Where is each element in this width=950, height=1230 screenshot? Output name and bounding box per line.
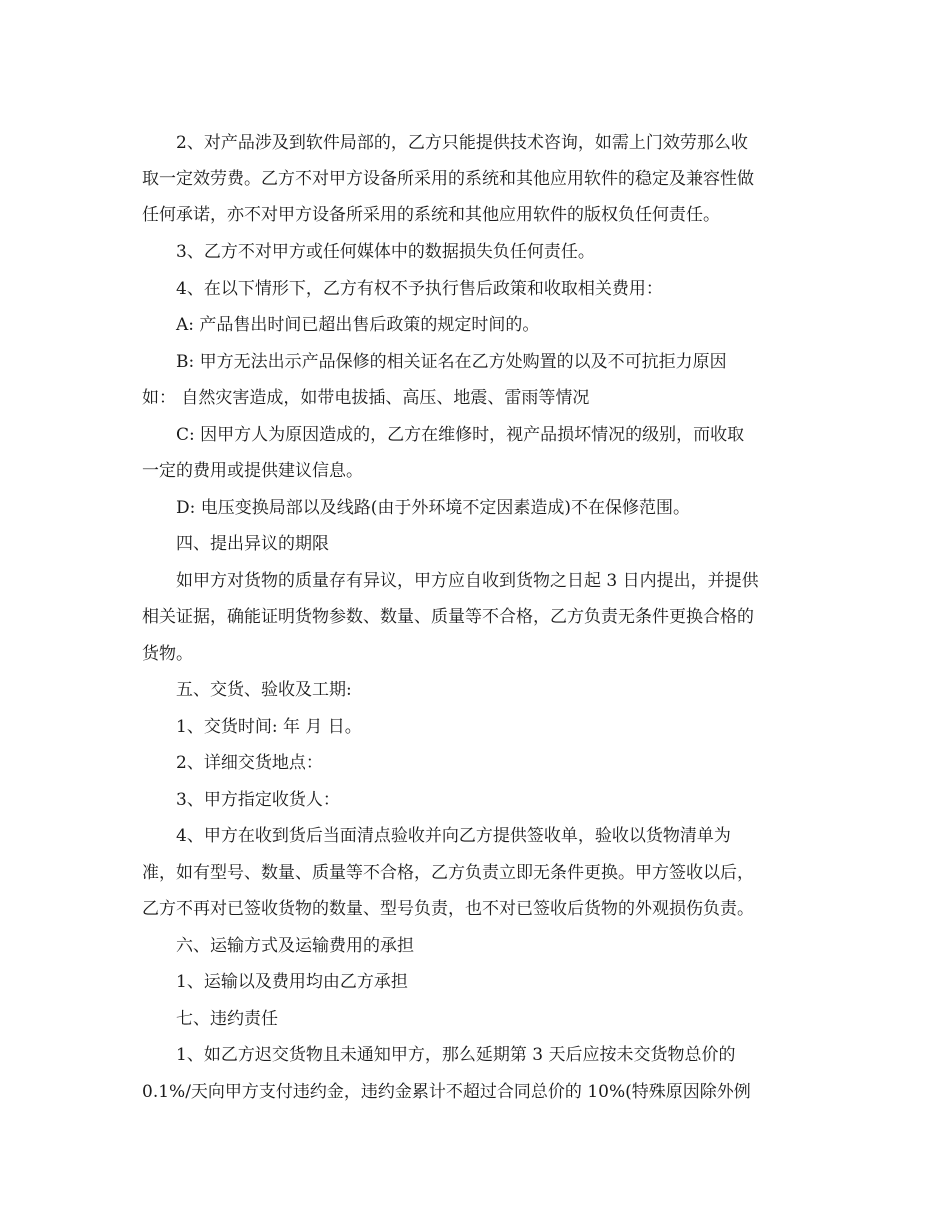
paragraph-line: 4、甲方在收到货后当面清点验收并向乙方提供签收单，验收以货物清单为 [176,826,731,846]
paragraph-line: 3、甲方指定收货人： [176,790,340,810]
section-heading: 四、提出异议的期限 [176,534,329,554]
paragraph-line: 任何承诺，亦不对甲方设备所采用的系统和其他应用软件的版权负任何责任。 [142,205,720,225]
paragraph-line: 货物。 [142,644,193,664]
paragraph-line: B: 甲方无法出示产品保修的相关证名在乙方处购置的以及不可抗拒力原因 [176,352,727,372]
section-heading: 五、交货、验收及工期: [176,680,352,700]
paragraph-line: 2、对产品涉及到软件局部的，乙方只能提供技术咨询，如需上门效劳那么收 [176,133,748,153]
paragraph-line: 3、乙方不对甲方或任何媒体中的数据损失负任何责任。 [176,242,595,262]
paragraph-line: D: 电压变换局部以及线路(由于外环境不定因素造成)不在保修范围。 [176,498,691,518]
paragraph-line: A: 产品售出时间已超出售后政策的规定时间的。 [176,315,540,335]
paragraph-line: 如甲方对货物的质量存有异议，甲方应自收到货物之日起 3 日内提出，并提供 [176,571,759,591]
paragraph-line: 取一定效劳费。乙方不对甲方设备所采用的系统和其他应用软件的稳定及兼容性做 [142,169,754,189]
paragraph-line: 1、交货时间: 年 月 日。 [176,717,362,737]
paragraph-line: 1、如乙方迟交货物且未通知甲方，那么延期第 3 天后应按未交货物总价的 [176,1045,736,1065]
section-heading: 六、运输方式及运输费用的承担 [176,936,414,956]
paragraph-line: 0.1%/天向甲方支付违约金，违约金累计不超过合同总价的 10%(特殊原因除外例 [142,1082,751,1102]
paragraph-line: 相关证据，确能证明货物参数、数量、质量等不合格，乙方负责无条件更换合格的 [142,607,754,627]
paragraph-line: 1、运输以及费用均由乙方承担 [176,972,408,992]
paragraph-line: 4、在以下情形下，乙方有权不予执行售后政策和收取相关费用： [176,279,663,299]
paragraph-line: 2、详细交货地点： [176,753,323,773]
paragraph-line: C: 因甲方人为原因造成的，乙方在维修时，视产品损坏情况的级别，而收取 [176,425,745,445]
section-heading: 七、违约责任 [176,1009,278,1029]
paragraph-line: 如： 自然灾害造成，如带电拔插、高压、地震、雷雨等情况 [142,388,590,408]
paragraph-line: 一定的费用或提供建议信息。 [142,461,363,481]
paragraph-line: 乙方不再对已签收货物的数量、型号负责，也不对已签收后货物的外观损伤负责。 [142,899,754,919]
paragraph-line: 准，如有型号、数量、质量等不合格，乙方负责立即无条件更换。甲方签收以后， [142,863,754,883]
